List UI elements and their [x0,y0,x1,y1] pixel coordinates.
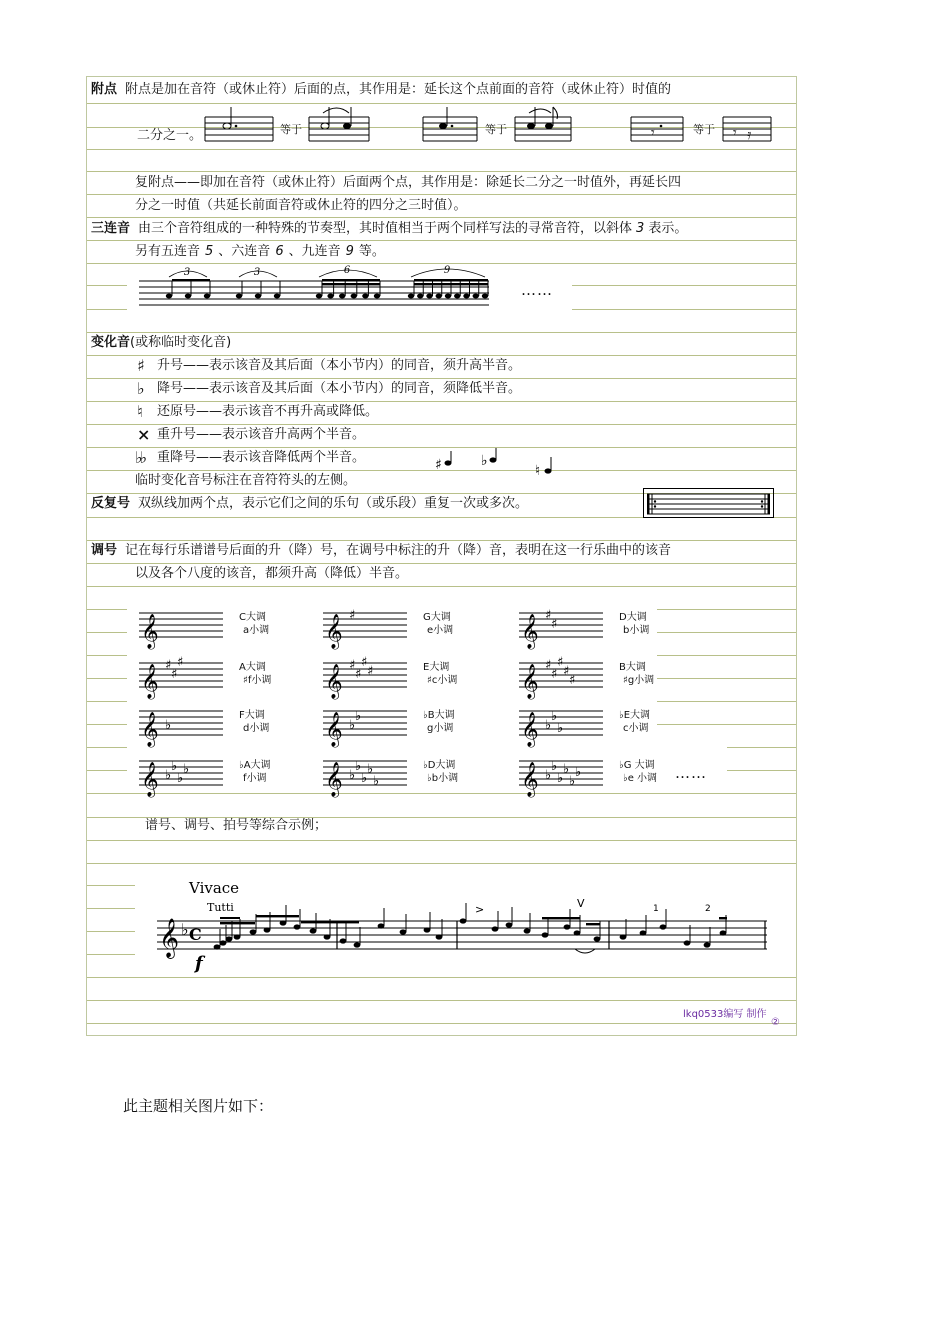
flat-icon: ♭ [545,718,552,733]
accidental-examples [427,449,567,485]
major-key-label: G大调 [423,612,451,623]
minor-key-label: f小调 [243,773,267,784]
minor-key-label: ♯c小调 [427,675,458,686]
tuplet-note [166,294,172,299]
score-note [400,929,407,934]
ruled-line [87,885,135,886]
score-note [492,926,499,931]
sharp-icon: ♯ [349,608,356,623]
treble-clef-icon: 𝄞 [325,712,343,747]
treble-clef-icon: 𝄞 [325,762,343,797]
major-key-label: B大调 [619,662,646,673]
author-credit: lkq0533编写 制作 [683,1009,767,1020]
dotted-half-note-example [205,115,275,145]
flat-icon: ♭ [183,762,190,777]
ruled-line [87,747,127,748]
score-note [310,928,317,933]
tuplet-note [351,294,357,299]
dot-text-line1: 附点是加在音符（或休止符）后面的点，其作用是：延长这个点前面的音符（或休止符）时值的 [125,82,672,97]
accidentals-heading: 变化音 [91,335,131,350]
score-note [214,944,221,949]
accidentals-heading-line [91,335,231,351]
flat-icon: ♭ [575,765,582,780]
score-note [234,934,241,939]
tuplet-label-3b: 3 [253,267,261,278]
fingering-1: 1 [653,904,659,914]
sharp-icon: ♯ [171,667,178,682]
sharp-icon: ♯ [563,664,570,679]
tuplet-ellipsis: …… [521,281,553,299]
key-signature-staff [519,605,603,647]
minor-key-label: ♯g小调 [623,675,655,686]
ruled-line [87,678,127,679]
tuplet-group [236,281,280,298]
tuplet-text-a: 另有五连音 [135,244,201,259]
score-note [720,930,727,935]
flat-icon: ♭ [165,718,172,733]
tuplet-note [339,294,345,299]
ruled-line [87,149,796,150]
key-signature-staff [323,753,407,795]
ruled-line [87,401,796,402]
tuplet-note [436,294,442,299]
tuplet-note [185,294,191,299]
ruled-line [87,378,796,379]
minor-key-label: ♭e 小调 [623,773,658,784]
ruled-line [87,977,796,978]
tutti-mark: Tutti [207,901,234,914]
quintuplet-number: 5 [205,244,214,259]
score-note [620,934,627,939]
dotted-eighth-rest-example [631,115,685,145]
flat-icon: ♭ [367,762,374,777]
key-signature-staff [139,703,223,745]
key-signature-staff [139,655,223,697]
minor-key-label: d小调 [243,723,270,734]
ruled-line [87,724,127,725]
key-signature-text-line1: 记在每行乐谱谱号后面的升（降）号，在调号中标注的升（降）音，表明在这一行乐曲中的该音 [125,543,672,558]
key-signature-label [423,709,455,735]
major-key-label: ♭E大调 [619,710,651,721]
sharp-icon: ♯ [361,655,368,670]
sharp-icon: ♯ [557,655,564,670]
ruled-line [87,103,796,104]
flat-icon: ♭ [361,771,368,786]
minor-key-label: ♭b小调 [427,773,459,784]
tuplet-note [426,294,432,299]
music-theory-sheet [86,76,797,1036]
major-key-label: ♭D大调 [423,760,456,771]
score-note [424,927,431,932]
key-signature-ellipsis: …… [675,764,707,782]
tuplet-note [408,294,414,299]
flat-icon: ♭ [373,774,380,789]
svg-text:𝄾: 𝄾 [651,125,655,141]
score-note [250,929,257,934]
minor-key-label: g小调 [427,723,454,734]
tuplet-note [236,294,242,299]
score-note [436,934,443,939]
treble-clef-icon: 𝄞 [141,762,159,797]
tuplet-group [408,279,488,298]
tuplet-note [327,294,333,299]
ruled-line [87,840,796,841]
tuplet-number-3: 3 [636,221,645,236]
score-note [506,922,513,927]
key-signature-heading: 调号 [91,543,118,558]
ruled-line [657,724,796,725]
major-key-label: E大调 [423,662,450,673]
treble-clef-icon: 𝄞 [521,712,539,747]
sharp-icon: ♯ [137,356,145,375]
fingering-2: 2 [705,904,711,914]
tuplet-paragraph-line2 [135,244,385,260]
equals-label: 等于 [693,123,715,136]
tuplet-text-c: 、九连音 [288,244,341,259]
related-images-caption: 此主题相关图片如下： [123,1097,274,1115]
key-signature-label [619,611,649,637]
ruled-line [87,954,135,955]
ruled-line [87,1023,796,1024]
sharp-icon: ♯ [569,673,576,688]
flat-icon: ♭ [349,718,356,733]
flat-icon: ♭ [171,759,178,774]
sharp-example-icon: ♯ [435,457,442,473]
flat-icon: ♭ [177,771,184,786]
major-key-label: ♭G 大调 [619,760,655,771]
key-signature-staff [323,703,407,745]
time-signature: C [189,925,202,944]
treble-clef-icon: 𝄞 [521,762,539,797]
flat-icon: ♭ [349,768,356,783]
treble-clef-icon: 𝄞 [325,614,343,649]
ruled-line [657,609,796,610]
sharp-icon: ♯ [355,667,362,682]
ruled-line [87,424,796,425]
score-note [280,920,287,925]
ruled-line [87,701,127,702]
key-signature-staff [323,605,407,647]
tuplet-label-9: 9 [443,265,451,276]
score-note [524,928,531,933]
minor-key-label: b小调 [623,625,650,636]
key-signature-label [239,611,269,637]
key-signature-staff [519,753,603,795]
score-note [542,932,549,937]
tuplet-note [255,294,261,299]
key-signature-label [619,759,657,785]
tuplet-note [362,294,368,299]
sharp-icon: ♯ [551,667,558,682]
accidentals-heading-note: (或称临时变化音) [130,335,232,350]
score-note [574,930,581,935]
score-note [354,942,361,947]
nonuplet-number: 9 [345,244,354,259]
tuplet-text-line1: 由三个音符组成的一种特殊的节奏型，其时值相当于两个同样写法的寻常音符，以斜体 [138,221,633,236]
flat-icon: ♭ [569,774,576,789]
ruled-line [657,632,796,633]
ruled-line [87,447,796,448]
ruled-line [87,908,135,909]
svg-text:𝄿: 𝄿 [747,127,752,143]
score-note [264,927,271,932]
equals-label: 等于 [280,123,302,136]
flat-icon: ♭ [355,709,362,724]
sharp-icon: ♯ [165,658,172,673]
double-flat-text: 重降号——表示该音降低两个半音。 [157,450,366,465]
repeat-sign-staff [643,488,775,518]
treble-clef-icon: 𝄞 [521,664,539,699]
ruled-line [572,285,796,286]
major-key-label: D大调 [619,612,647,623]
minor-key-label: ♯f小调 [243,675,272,686]
tuplet-note [463,294,469,299]
dotted-quarter-note-example [423,115,479,145]
page-number-badge: ② [771,1017,780,1028]
flat-icon: ♭ [563,762,570,777]
ruled-line [87,540,796,541]
tuplet-note [445,294,451,299]
ruled-line [87,586,796,587]
ruled-line [657,655,796,656]
ruled-line [727,770,796,771]
score-note [564,924,571,929]
ruled-line [87,355,796,356]
flat-icon: ♭ [137,379,145,398]
minor-key-label: e小调 [427,625,454,636]
key-signature-staff [519,703,603,745]
ruled-line [87,563,796,564]
sharp-icon: ♯ [545,658,552,673]
sharp-icon: ♯ [545,608,552,623]
score-note [684,940,691,945]
score-note [324,934,331,939]
ruled-line [657,701,796,702]
key-signature-staff [519,655,603,697]
tempo-mark: Vivace [189,879,240,897]
tuplet-heading: 三连音 [91,221,131,236]
flat-icon: ♭ [551,709,558,724]
score-note [226,936,233,941]
ruled-line [87,217,796,218]
tuplet-group [166,279,210,298]
major-key-label: A大调 [239,662,266,673]
dot-text-line2: 二分之一。 [137,128,203,143]
ruled-line [87,309,127,310]
ruled-line [87,285,127,286]
key-signature-text-line2: 以及各个八度的该音，都须升高（降低）半音。 [135,566,409,581]
example-intro: 谱号、调号、拍号等综合示例； [145,818,328,833]
svg-text:𝄾: 𝄾 [733,125,737,141]
natural-text: 还原号——表示该音不再升高或降低。 [157,404,379,419]
dot-heading: 附点 [91,82,118,97]
accent-mark: > [475,903,485,916]
key-signature-staff [139,753,223,795]
minor-key-label: a小调 [243,625,270,636]
double-flat-icon: ♭♭ [135,448,145,467]
double-sharp-text: 重升号——表示该音升高两个半音。 [157,427,366,442]
repeat-heading: 反复号 [91,496,131,511]
double-sharp-icon: × [137,425,151,444]
sharp-icon: ♯ [551,617,558,632]
equals-label: 等于 [485,123,507,136]
key-signature-label [239,661,271,687]
score-note [704,942,711,947]
ruled-line [727,747,796,748]
flat-icon: ♭ [557,721,564,736]
treble-clef-icon: 𝄞 [141,614,159,649]
major-key-label: ♭A大调 [239,760,271,771]
sharp-icon: ♯ [349,658,356,673]
dynamic-forte: f [195,953,203,974]
ruled-line [87,863,796,864]
key-signature-label [423,611,453,637]
ruled-line [87,171,796,172]
ruled-line [87,609,127,610]
key-signature-label [423,661,457,687]
tuplet-text-b: 、六连音 [218,244,271,259]
major-key-label: C大调 [239,612,266,623]
vivace-score [157,877,787,977]
score-note [640,930,647,935]
treble-clef-icon: 𝄞 [141,712,159,747]
sharp-text: 升号——表示该音及其后面（本小节内）的同音，须升高半音。 [157,358,522,373]
treble-clef-icon: 𝄞 [325,664,343,699]
major-key-label: ♭B大调 [423,710,455,721]
score-note [594,936,601,941]
key-signature-label [239,709,269,735]
flat-icon: ♭ [165,768,172,783]
ruled-line [87,931,135,932]
tuplet-note [316,294,322,299]
ruled-line [87,655,127,656]
flat-text: 降号——表示该音及其后面（本小节内）的同音，须降低半音。 [157,381,522,396]
score-note [660,924,667,929]
double-dot-text-line2: 分之一时值（共延长前面音符或休止符的四分之三时值）。 [135,198,467,213]
major-key-label: F大调 [239,710,265,721]
flat-icon: ♭ [355,759,362,774]
tuplet-text-line1-end: 表示。 [648,221,688,236]
natural-icon: ♮ [137,402,143,421]
tied-quarter-eighth-example [515,115,573,145]
tuplet-note [417,294,423,299]
flat-icon: ♭ [551,759,558,774]
tuplet-note [204,294,210,299]
ruled-line [87,632,127,633]
key-signature-paragraph-line1 [91,543,671,559]
key-signature-label [239,759,271,785]
treble-clef-icon: 𝄞 [141,664,159,699]
tuplet-text-d: 等。 [358,244,385,259]
repeat-paragraph [91,496,528,512]
flat-icon: ♭ [545,768,552,783]
key-signature-staff [139,605,223,647]
score-note [220,940,227,945]
treble-clef-icon: 𝄞 [159,918,180,958]
score-note [460,918,467,923]
dot-paragraph-line1 [91,82,671,98]
tuplet-label-6: 6 [343,265,351,276]
sharp-icon: ♯ [177,655,184,670]
ruled-line [87,770,127,771]
tuplet-note [374,294,380,299]
natural-example-icon: ♮ [535,463,541,479]
score-note [294,924,301,929]
key-signature-label [619,709,650,735]
tuplet-note [473,294,479,299]
tuplet-note [274,294,280,299]
double-dot-text-line1: 复附点——即加在音符（或休止符）后面两个点，其作用是：除延长二分之一时值外，再延长四 [135,175,682,190]
key-signature-label [619,661,654,687]
sharp-icon: ♯ [367,664,374,679]
repeat-text: 双纵线加两个点，表示它们之间的乐句（或乐段）重复一次或多次。 [138,496,529,511]
tuplet-note [482,294,488,299]
bow-mark: V [577,897,585,910]
ruled-line [572,309,796,310]
flat-icon: ♭ [557,771,564,786]
minor-key-label: c小调 [623,723,649,734]
tuplet-paragraph-line1 [91,221,687,237]
tuplet-note [454,294,460,299]
score-note [378,923,385,928]
eighth-sixteenth-rest-example [723,115,773,145]
tuplet-group [316,279,380,298]
ruled-line [87,240,796,241]
tuplet-label-3: 3 [183,267,191,278]
treble-clef-icon: 𝄞 [521,614,539,649]
accidental-note: 临时变化音号标注在音符符头的左侧。 [135,473,357,488]
flat-example-icon: ♭ [481,453,488,469]
key-signature-staff [323,655,407,697]
ruled-line [87,332,796,333]
ruled-line [657,678,796,679]
tuplet-staff [139,263,499,323]
ruled-line [87,1000,796,1001]
sextuplet-number: 6 [275,244,284,259]
key-signature-label [423,759,458,785]
key-flat-icon: ♭ [181,920,189,939]
tied-half-quarter-example [309,115,371,145]
ruled-line [87,194,796,195]
score-note [340,938,347,943]
